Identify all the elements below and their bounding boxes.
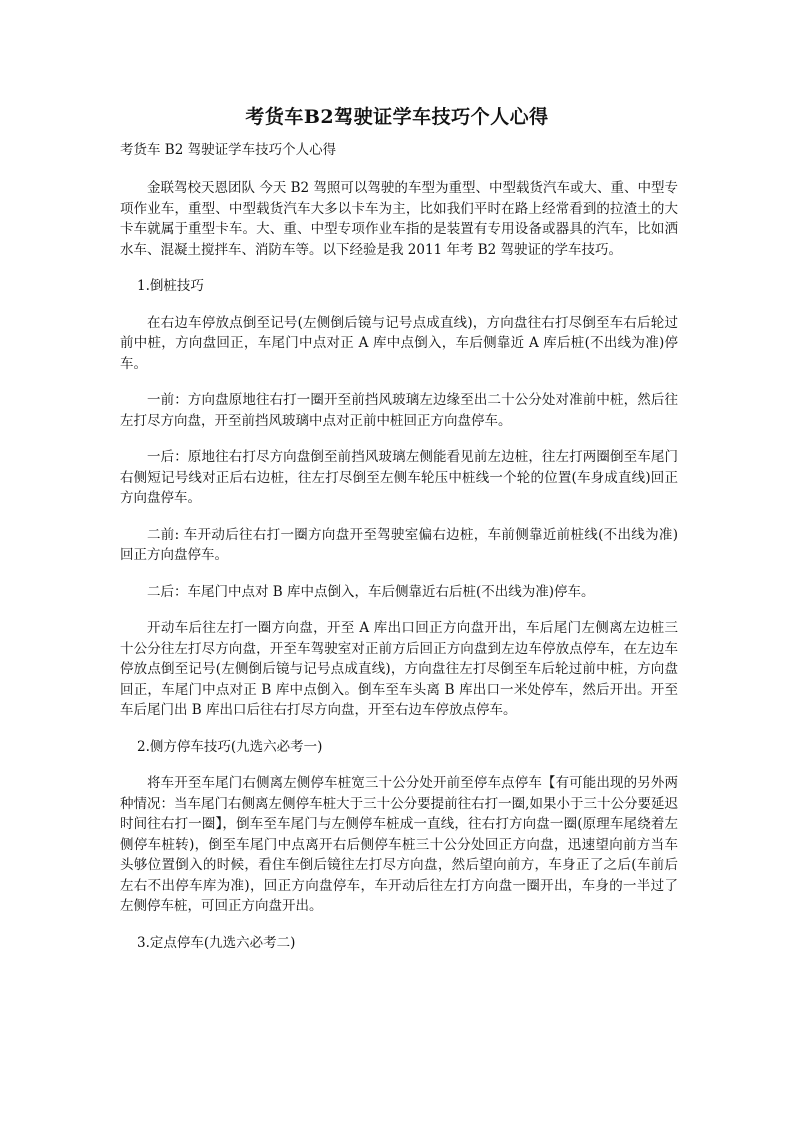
body-paragraph: 一前：方向盘原地往右打一圈开至前挡风玻璃左边缘至出二十公分处对准前中桩，然后往左打尽方向盘，开至前挡风玻璃中点对正前中桩回正方向盘停车。: [120, 392, 678, 429]
body-paragraph: 将车开至车尾门右侧离左侧停车桩宽三十公分处开前至停车点停车【有可能出现的另外两种情况：当车尾门右侧离左侧停车桩大于三十公分要提前往右打一圈,如果小于三十公分要延迟时间往右打一圈】，倒车至车尾门与左侧停车桩成一直线，往右打方向盘一圈(原理车尾绕着左侧停车桩转)，倒至车尾门中点离开右后侧停车桩三十公分处回正方向盘，迅速望向前方当车头够位置倒入的时候，看住车倒后镜往左打尽方向盘，然后望向前方，车身正了之后(车前后左右不出停车库为准)，回正方向盘停车，车开动后往左打方向盘一圈开出，车身的一半过了左侧停车桩，可回正方向盘开出。: [120, 775, 678, 914]
body-paragraph: 开动车后往左打一圈方向盘，开至 A 库出口回正方向盘开出，车后尾门左侧离左边桩三十公分往左打尽方向盘，开至车驾驶室对正前方后回正方向盘到左边车停放点停车，在左边车停放点倒至记号(左侧倒后镜与记号点成直线)，方向盘往左打尽倒至车后轮过前中桩，方向盘回正，车尾门中点对正 B 库中点倒入。倒车至车头离 B 库出口一米处停车，然后开出。开至车后尾门出 B 库出口后往右打尽方向盘，开至右边车停放点停车。: [120, 620, 678, 718]
body-paragraph: 二后：车尾门中点对 B 库中点倒入，车后侧靠近右后桩(不出线为准)停车。: [147, 583, 595, 600]
section-heading: 2.侧方停车技巧(九选六必考一): [137, 738, 323, 755]
document-subtitle: 考货车 B2 驾驶证学车技巧个人心得: [120, 142, 337, 158]
section-heading: 3.定点停车(九选六必考二): [137, 934, 296, 951]
document-body: [120, 178, 678, 969]
body-paragraph: 一后：原地往右打尽方向盘倒至前挡风玻璃左侧能看见前左边桩，往左打两圈倒至车尾门右侧短记号线对正后右边桩，往左打尽倒至左侧车轮压中桩线一个轮的位置(车身成直线)回正方向盘停车。: [120, 449, 678, 506]
body-paragraph: 金联驾校天恩团队 今天 B2 驾照可以驾驶的车型为重型、中型载货汽车或大、重、中型专项作业车，重型、中型载货汽车大多以卡车为主，比如我们平时在路上经常看到的拉渣土的大卡车就属于重型卡车。大、重、中型专项作业车指的是装置有专用设备或器具的汽车，比如洒水车、混凝土搅拌车、消防车等。以下经验是我 2011 年考 B2 驾驶证的学车技巧。: [120, 180, 678, 258]
document-title: 考货车B2驾驶证学车技巧个人心得: [245, 106, 549, 128]
body-paragraph: 在右边车停放点倒至记号(左侧倒后镜与记号点成直线)，方向盘往右打尽倒至车右后轮过前中桩，方向盘回正，车尾门中点对正 A 库中点倒入，车后侧靠近 A 库后桩(不出线为准)停车。: [120, 314, 678, 372]
section-heading: 1.倒桩技巧: [137, 278, 204, 294]
body-paragraph: 二前: 车开动后往右打一圈方向盘开至驾驶室偏右边桩，车前侧靠近前桩线(不出线为准)回正方向盘停车。: [120, 526, 678, 563]
